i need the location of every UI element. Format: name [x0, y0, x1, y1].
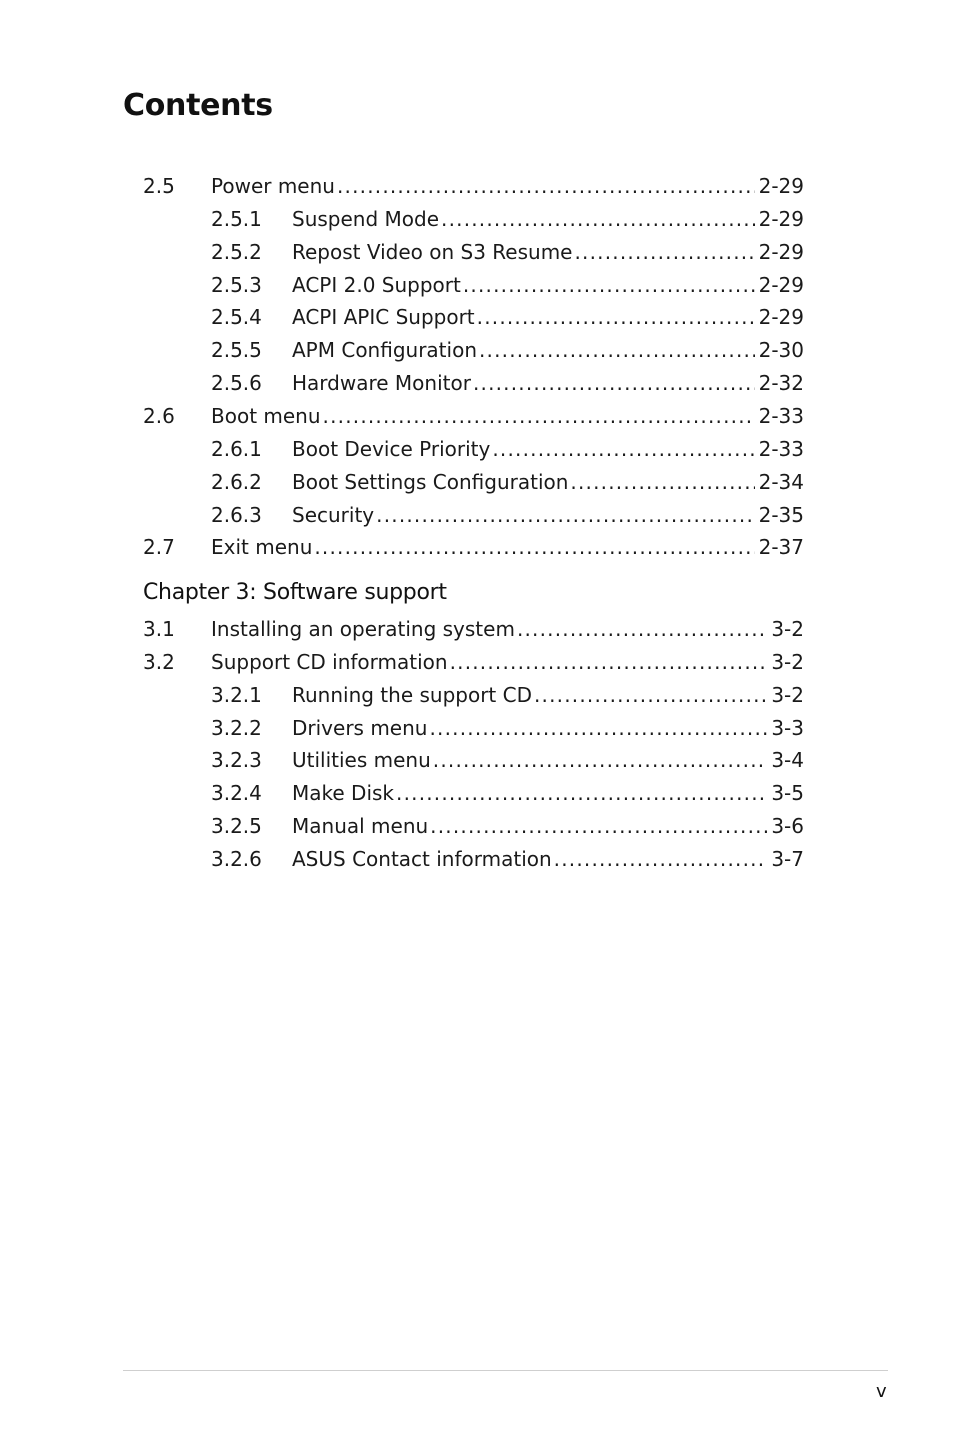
toc-entry-number: 2.6.2 [211, 469, 262, 494]
toc-entry-line [292, 681, 804, 709]
toc-entry-page: 2-33 [758, 436, 804, 461]
toc-entry-title: Hardware Monitor [292, 371, 471, 396]
toc-entry-title: Suspend Mode [292, 206, 440, 231]
toc-entry-line [292, 303, 804, 331]
toc-entry-page: 2-32 [758, 371, 804, 396]
toc-entry[interactable] [0, 303, 804, 331]
toc-entry[interactable] [0, 172, 804, 200]
dot-leader [554, 845, 768, 873]
toc-entry-number: 2.5.1 [211, 206, 262, 231]
footer-divider [123, 1370, 888, 1371]
dot-leader [396, 779, 767, 807]
toc-entry[interactable] [0, 648, 804, 676]
toc-entry-title: ASUS Contact information [292, 846, 552, 871]
dot-leader [517, 615, 767, 643]
toc-entry-line [211, 402, 804, 430]
dot-leader [376, 501, 754, 529]
toc-entry-line [211, 172, 804, 200]
toc-entry-line [292, 812, 804, 840]
dot-leader [570, 468, 754, 496]
toc-entry-page: 2-35 [758, 502, 804, 527]
toc-entry-page: 3-6 [771, 814, 804, 839]
dot-leader [450, 648, 768, 676]
toc-entry-page: 2-29 [758, 239, 804, 264]
toc-entry-line [292, 435, 804, 463]
toc-entry[interactable] [0, 533, 804, 561]
toc-entry-page: 2-29 [758, 174, 804, 198]
toc-entry-title: Repost Video on S3 Resume [292, 239, 573, 264]
toc-entry-title: Boot Settings Configuration [292, 469, 569, 494]
toc-entry-page: 2-29 [758, 305, 804, 330]
toc-entry[interactable] [0, 336, 804, 364]
toc-entry-title: Installing an operating system [211, 617, 515, 641]
dot-leader [492, 435, 754, 463]
dot-leader [534, 681, 767, 709]
toc-entry[interactable] [0, 812, 804, 840]
toc-entry-line [292, 336, 804, 364]
toc-entry-page: 2-33 [758, 403, 804, 428]
toc-entry-title: Make Disk [292, 781, 395, 806]
toc-entry-title: Boot menu [211, 403, 321, 428]
toc-entry-page: 3-5 [771, 781, 804, 806]
toc-entry-title: Drivers menu [292, 715, 428, 740]
toc-entry[interactable] [0, 714, 804, 742]
toc-entry[interactable] [0, 468, 804, 496]
toc-entry[interactable] [0, 845, 804, 873]
toc-entry-number: 3.2.4 [211, 781, 262, 806]
toc-entry-number: 3.2 [143, 649, 175, 674]
toc-entry-number: 3.2.2 [211, 715, 262, 740]
toc-entry[interactable] [0, 746, 804, 774]
dot-leader [323, 402, 755, 430]
toc-entry[interactable] [0, 402, 804, 430]
toc-entry-number: 2.5 [143, 174, 175, 198]
toc-entry-title: Exit menu [211, 535, 313, 560]
toc-entry[interactable] [0, 435, 804, 463]
toc-entry-line [292, 468, 804, 496]
toc-entry-number: 3.2.1 [211, 682, 262, 707]
toc-entry-title: Running the support CD [292, 682, 532, 707]
toc-entry-number: 3.1 [143, 617, 175, 641]
toc-entry-title: Support CD information [211, 649, 448, 674]
toc-entry[interactable] [0, 369, 804, 397]
toc-entry-number: 3.2.3 [211, 748, 262, 773]
dot-leader [433, 746, 768, 774]
dot-leader [337, 172, 755, 200]
toc-entry-line [292, 714, 804, 742]
dot-leader [441, 205, 755, 233]
toc-entry-title: Power menu [211, 174, 335, 198]
toc-entry-number: 2.6.1 [211, 436, 262, 461]
dot-leader [430, 812, 767, 840]
toc-entry-page: 2-29 [758, 206, 804, 231]
dot-leader [429, 714, 767, 742]
toc-entry-line [292, 845, 804, 873]
dot-leader [314, 533, 754, 561]
toc-entry-line [292, 369, 804, 397]
dot-leader [473, 369, 755, 397]
toc-entry-page: 3-2 [771, 682, 804, 707]
toc-entry-number: 2.5.6 [211, 371, 262, 396]
toc-entry-title: Manual menu [292, 814, 429, 839]
toc-entry-number: 2.6 [143, 403, 175, 428]
toc-entry-page: 3-2 [771, 649, 804, 674]
toc-entry-line [292, 501, 804, 529]
toc-entry-title: Utilities menu [292, 748, 431, 773]
toc-entry-number: 3.2.5 [211, 814, 262, 839]
toc-entry-line [292, 746, 804, 774]
toc-entry-line [292, 779, 804, 807]
toc-entry-line [211, 648, 804, 676]
toc-entry-title: Security [292, 502, 375, 527]
toc-entry-page: 3-3 [771, 715, 804, 740]
toc-entry-number: 3.2.6 [211, 846, 262, 871]
dot-leader [463, 271, 755, 299]
toc-entry-title: APM Configuration [292, 338, 477, 363]
dot-leader [574, 238, 754, 266]
chapter-heading: Chapter 3: Software support [143, 580, 447, 605]
toc-entry[interactable] [0, 238, 804, 266]
toc-entry-number: 2.6.3 [211, 502, 262, 527]
toc-entry[interactable] [0, 681, 804, 709]
toc-entry-page: 2-29 [758, 272, 804, 297]
toc-entry[interactable] [0, 271, 804, 299]
toc-entry-number: 2.5.3 [211, 272, 262, 297]
toc-entry-page: 2-30 [758, 338, 804, 363]
toc-entry[interactable] [0, 779, 804, 807]
toc-entry-number: 2.5.4 [211, 305, 262, 330]
toc-entry-title: ACPI 2.0 Support [292, 272, 461, 297]
toc-entry[interactable] [0, 205, 804, 233]
toc-entry-line [211, 533, 804, 561]
toc-entry-line [292, 238, 804, 266]
dot-leader [477, 303, 755, 331]
toc-entry-page: 3-2 [771, 617, 804, 641]
toc-entry-line [292, 271, 804, 299]
toc-entry-line [211, 615, 804, 643]
toc-entry-page: 3-4 [771, 748, 804, 773]
toc-entry-number: 2.5.2 [211, 239, 262, 264]
page-number: v [876, 1381, 887, 1402]
toc-entry-page: 3-7 [771, 846, 804, 871]
dot-leader [479, 336, 755, 364]
toc-entry-title: Boot Device Priority [292, 436, 491, 461]
page-title: Contents [123, 88, 273, 123]
toc-entry[interactable] [0, 501, 804, 529]
toc-entry-page: 2-34 [758, 469, 804, 494]
toc-entry[interactable] [0, 615, 804, 643]
toc-entry-line [292, 205, 804, 233]
toc-entry-title: ACPI APIC Support [292, 305, 475, 330]
toc-entry-number: 2.7 [143, 535, 175, 560]
toc-entry-page: 2-37 [758, 535, 804, 560]
toc-entry-number: 2.5.5 [211, 338, 262, 363]
